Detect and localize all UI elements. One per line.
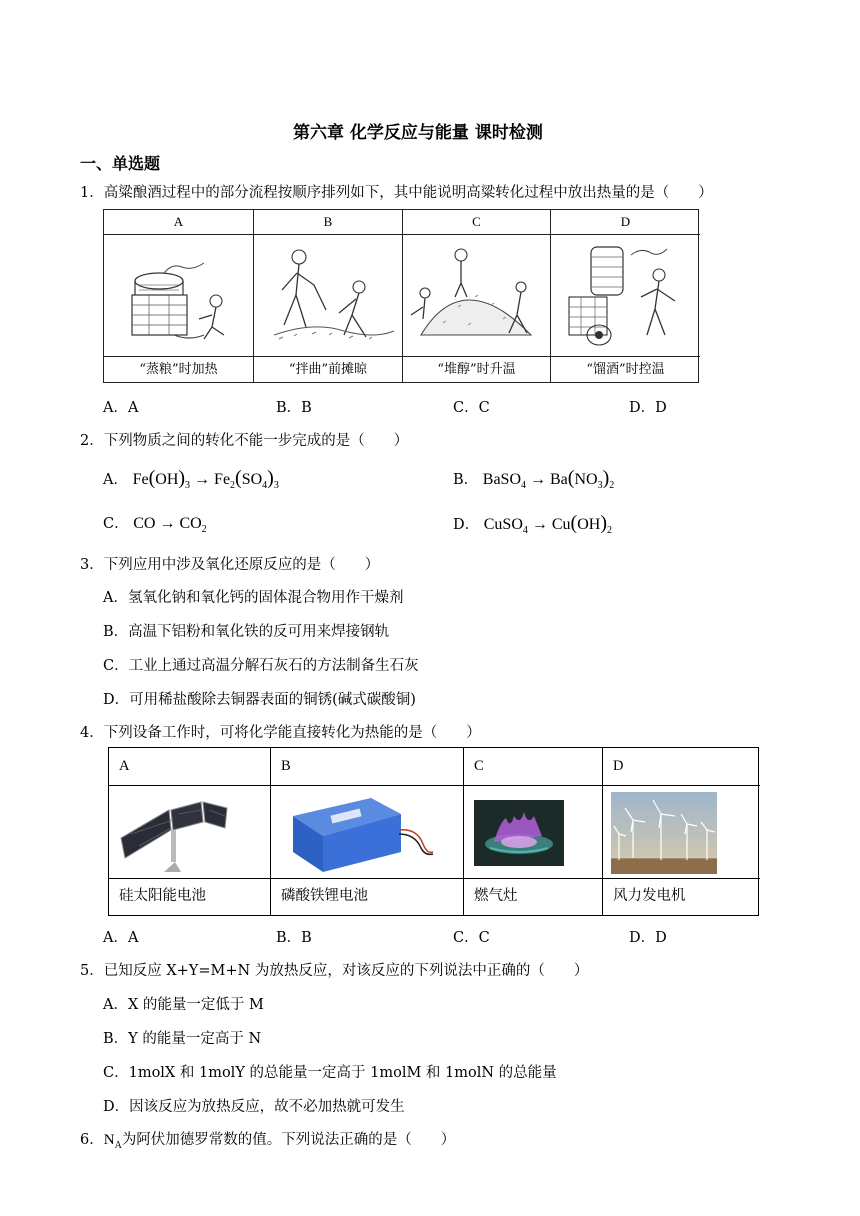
q5-option-a[interactable]: A．X 的能量一定低于 M (103, 997, 264, 1013)
q4-cell-b (271, 748, 464, 915)
q1-cell-caption: “堆醇”时升温 (403, 356, 550, 382)
q1-option-a[interactable]: A．A (103, 400, 139, 416)
question-2-stem: 2．下列物质之间的转化不能一步完成的是（ ） (80, 433, 409, 449)
q3-option-d[interactable]: D．可用稀盐酸除去铜器表面的铜锈(碱式碳酸铜) (103, 692, 416, 708)
q2-option-b[interactable] (453, 467, 614, 491)
q1-cell-d (551, 210, 700, 382)
q5-option-b[interactable]: B．Y 的能量一定高于 N (103, 1031, 262, 1047)
q4-option-c[interactable]: C．C (453, 930, 490, 946)
q1-cell-caption: “馏酒”时控温 (551, 356, 700, 382)
q1-option-c[interactable]: C．C (453, 400, 490, 416)
q2-formula-b: BaSO$_4$ → $Ba(NO_3)_2$ (482, 467, 615, 492)
q3-option-a[interactable]: A．氢氧化钠和氧化钙的固体混合物用作干燥剂 (103, 590, 404, 606)
q4-option-a[interactable]: A．A (103, 930, 139, 946)
gas-stove-image (464, 786, 602, 880)
question-4-table (108, 747, 759, 916)
q2-option-a[interactable] (103, 467, 279, 491)
q4-cell-letter: A (109, 748, 270, 786)
q4-option-d[interactable]: D．D (629, 930, 667, 946)
q4-cell-caption: 燃气灶 (464, 878, 602, 915)
q1-cell-letter: C (403, 210, 550, 235)
distilling-illustration (551, 235, 700, 358)
q1-cell-a (104, 210, 254, 382)
question-5-stem: 5．已知反应 X+Y=M+N 为放热反应，对该反应的下列说法中正确的（ ） (80, 963, 589, 979)
q1-cell-caption: “蒸粮”时加热 (104, 356, 253, 382)
q3-option-b[interactable]: B．高温下铝粉和氧化铁的反可用来焊接钢轨 (103, 624, 390, 640)
q4-cell-letter: C (464, 748, 602, 786)
q1-cell-b (254, 210, 403, 382)
q1-option-d[interactable]: D．D (629, 400, 667, 416)
heaping-ferment-illustration (403, 235, 550, 358)
wind-turbines-image (603, 786, 760, 880)
question-6-stem (80, 1128, 455, 1151)
q6-stem-text: 为阿伏加德罗常数的值。下列说法正确的是（ ） (121, 1132, 456, 1148)
q1-cell-c (403, 210, 551, 382)
q2-option-label: C． (103, 516, 129, 532)
q5-option-c[interactable]: C．1molX 和 1molY 的总能量一定高于 1molM 和 1molN 的总能量 (103, 1065, 557, 1081)
q4-cell-letter: D (603, 748, 760, 786)
page-title: 第六章 化学反应与能量 课时检测 (293, 123, 543, 143)
q2-formula-c: CO → $CO_2$ (133, 515, 207, 536)
q2-option-label: B． (453, 472, 479, 488)
question-1-stem: 1．高粱酿酒过程中的部分流程按顺序排列如下，其中能说明高粱转化过程中放出热量的是（ ） (80, 185, 713, 201)
q4-cell-caption: 风力发电机 (603, 878, 760, 915)
steaming-grain-illustration (104, 235, 253, 358)
q1-cell-letter: D (551, 210, 700, 235)
spreading-grain-illustration (254, 235, 402, 358)
solar-panel-image (109, 786, 270, 880)
q1-cell-letter: B (254, 210, 402, 235)
section-heading: 一、单选题 (80, 154, 161, 173)
question-4-stem: 4．下列设备工作时，可将化学能直接转化为热能的是（ ） (80, 725, 481, 741)
q2-formula-d: CuSO$_4$ → $Cu(OH)_2$ (483, 512, 612, 537)
q4-option-b[interactable]: B．B (276, 930, 312, 946)
question-1-table (103, 209, 699, 383)
q4-cell-caption: 硅太阳能电池 (109, 878, 270, 915)
q5-option-d[interactable]: D．因该反应为放热反应，故不必加热就可发生 (103, 1099, 405, 1115)
q4-cell-c (464, 748, 603, 915)
q1-cell-letter: A (104, 210, 253, 235)
q4-cell-caption: 磷酸铁锂电池 (271, 878, 463, 915)
lithium-battery-image (271, 786, 463, 880)
question-3-stem: 3．下列应用中涉及氧化还原反应的是（ ） (80, 557, 380, 573)
q1-option-b[interactable]: B．B (276, 400, 312, 416)
q2-option-label: D． (453, 517, 480, 533)
q4-cell-a (109, 748, 271, 915)
avogadro-symbol: $N_A$ (103, 1132, 122, 1151)
q2-formula-a: $Fe(OH)_3 \to Fe_2(SO_4)_3$ (132, 467, 279, 492)
q4-cell-d (603, 748, 760, 915)
q3-option-c[interactable]: C．工业上通过高温分解石灰石的方法制备生石灰 (103, 658, 419, 674)
q4-cell-letter: B (271, 748, 463, 786)
q1-cell-caption: “拌曲”前摊晾 (254, 356, 402, 382)
q2-option-d[interactable] (453, 512, 612, 536)
q2-option-c[interactable] (103, 512, 207, 535)
q6-number: 6． (80, 1132, 104, 1148)
q2-option-label: A． (103, 472, 128, 488)
